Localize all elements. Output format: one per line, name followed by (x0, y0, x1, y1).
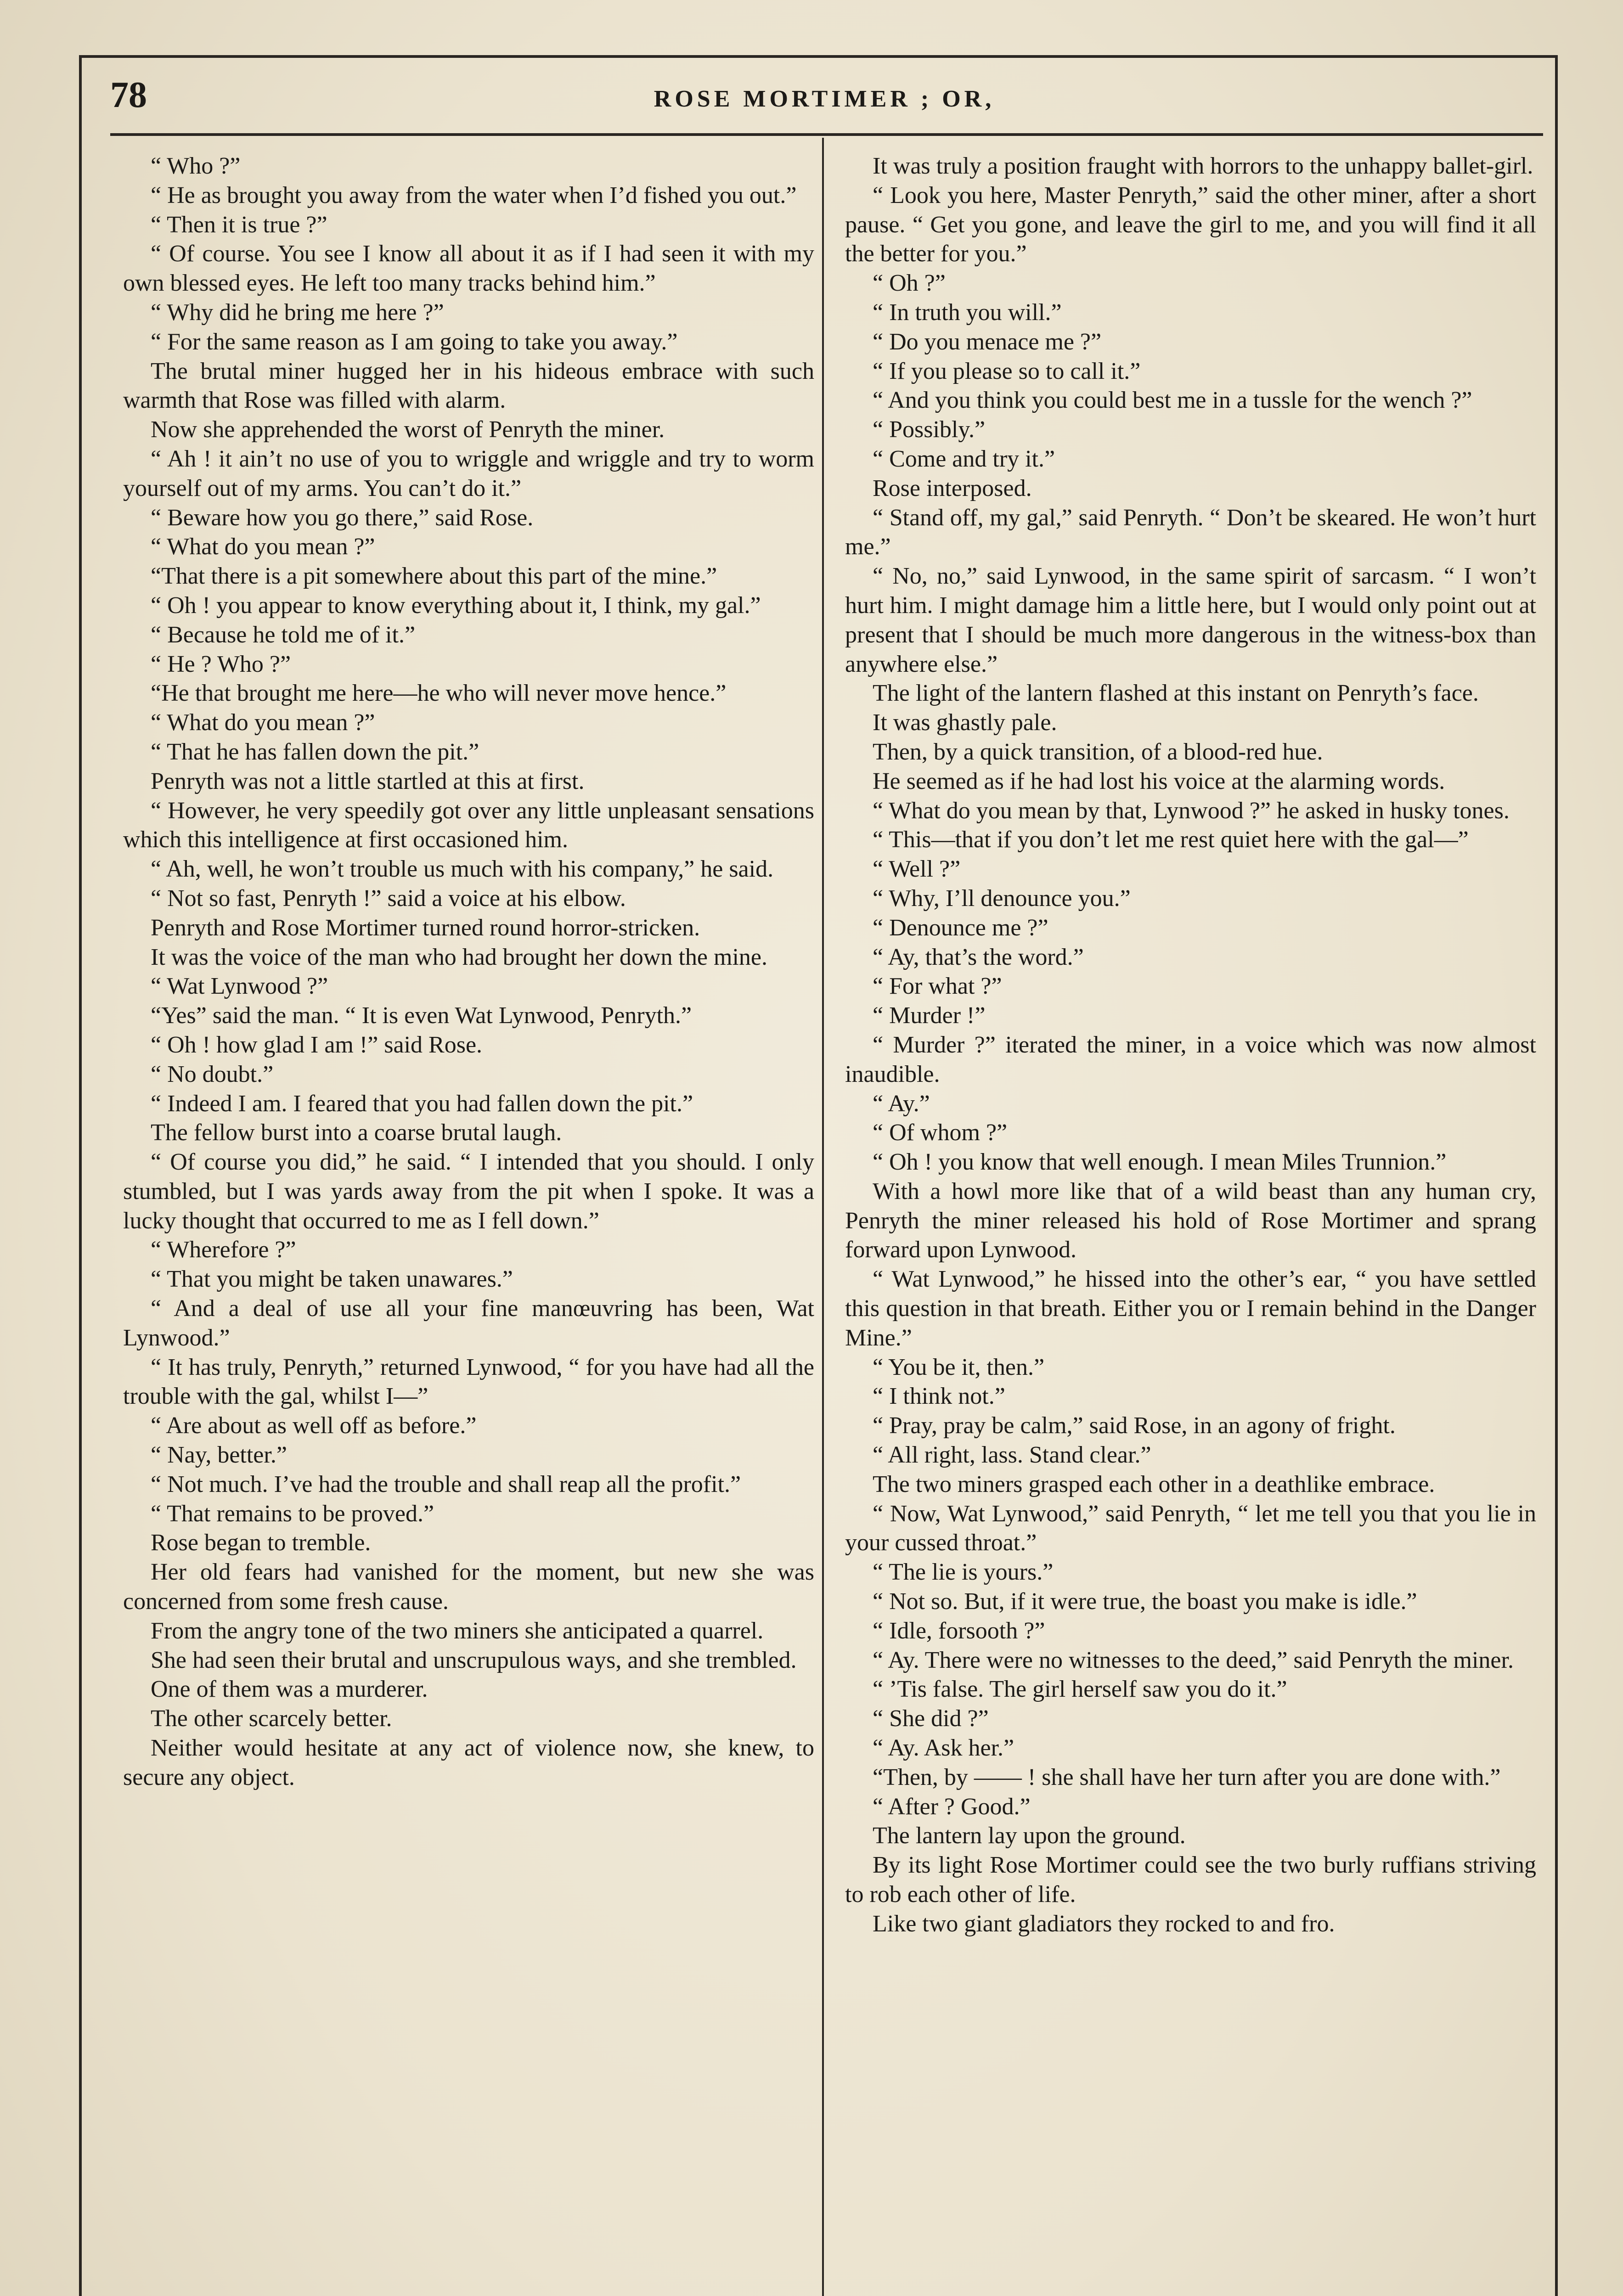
paragraph: “ Not much. I’ve had the trouble and shall reap all the profit.” (151, 1471, 741, 1497)
paragraph: “ After ? Good.” (873, 1793, 1031, 1820)
paragraph: “ Because he told me of it.” (151, 621, 416, 648)
page-header (110, 69, 1538, 129)
paragraph: “ That remains to be proved.” (151, 1500, 434, 1527)
paragraph: The other scarcely better. (151, 1705, 392, 1732)
paragraph: “ Of course. You see I know all about it as if I had seen it with my own blessed eyes. He left too many tracks behind him.” (123, 241, 814, 297)
paragraph: “ Not so fast, Penryth !” said a voice at his elbow. (151, 885, 626, 912)
paragraph: “ No, no,” said Lynwood, in the same spirit of sarcasm. “ I won’t hurt him. I might damage him a little here, but I would only point out at present that I should be much more dangerous in the witness-box than anywhere else.” (845, 563, 1536, 677)
paragraph: “ What do you mean by that, Lynwood ?” he asked in husky tones. (873, 797, 1510, 824)
paragraph: “ In truth you will.” (873, 299, 1062, 326)
paragraph: “ That you might be taken unawares.” (151, 1266, 513, 1293)
column-divider (822, 138, 824, 2296)
paragraph: “Yes” said the man. “ It is even Wat Lynwood, Penryth.” (151, 1002, 692, 1029)
paragraph: “ Possibly.” (873, 416, 986, 443)
paragraph: Neither would hesitate at any act of violence now, she knew, to secure any object. (123, 1735, 814, 1790)
paragraph: Penryth and Rose Mortimer turned round horror-stricken. (151, 914, 700, 941)
paragraph: He seemed as if he had lost his voice at the alarming words. (873, 768, 1445, 794)
paragraph: “ Murder !” (873, 1002, 986, 1029)
paragraph: It was truly a position fraught with horrors to the unhappy ballet-girl. (873, 153, 1533, 179)
paragraph: Now she apprehended the worst of Penryth the miner. (151, 416, 665, 443)
paragraph: “That there is a pit somewhere about this part of the mine.” (151, 563, 717, 590)
paragraph: “ Nay, better.” (151, 1442, 287, 1469)
paragraph: “ I think not.” (873, 1383, 1005, 1410)
paragraph: “ Then it is true ?” (151, 211, 327, 238)
paragraph: “ The lie is yours.” (873, 1559, 1054, 1586)
paragraph: “ Pray, pray be calm,” said Rose, in an agony of fright. (873, 1412, 1396, 1439)
paragraph: “ And a deal of use all your fine manœuvring has been, Wat Lynwood.” (123, 1295, 814, 1351)
paragraph: “ ’Tis false. The girl herself saw you do it.” (873, 1676, 1287, 1703)
paragraph: “ Well ?” (873, 856, 961, 883)
paragraph: “ Oh ?” (873, 270, 946, 297)
paragraph: “ Not so. But, if it were true, the boast you make is idle.” (873, 1588, 1417, 1615)
paragraph: “ For the same reason as I am going to take you away.” (151, 328, 678, 355)
paragraph: “ Ah ! it ain’t no use of you to wriggle and wriggle and try to worm yourself out of my arms. You can’t do it.” (123, 445, 814, 501)
paragraph: “ Ay, that’s the word.” (873, 944, 1084, 970)
paragraph: “ Are about as well off as before.” (151, 1412, 477, 1439)
paragraph: From the angry tone of the two miners she anticipated a quarrel. (151, 1617, 764, 1644)
paragraph: Rose interposed. (873, 475, 1032, 501)
paragraph: “ However, he very speedily got over any little unpleasant sensations which this intelligence at first occasioned him. (123, 797, 814, 853)
paragraph: “Then, by —— ! she shall have her turn after you are done with.” (873, 1764, 1501, 1790)
paragraph: The two miners grasped each other in a deathlike embrace. (873, 1471, 1435, 1497)
paragraph: “ Beware how you go there,” said Rose. (151, 504, 534, 531)
paragraph: It was the voice of the man who had brought her down the mine. (151, 944, 767, 970)
paragraph: The light of the lantern flashed at this instant on Penryth’s face. (873, 680, 1479, 707)
paragraph: “ Wherefore ?” (151, 1237, 296, 1263)
paragraph: “ Stand off, my gal,” said Penryth. “ Don’t be skeared. He won’t hurt me.” (845, 504, 1536, 560)
paragraph: “ He as brought you away from the water when I’d fished you out.” (151, 182, 797, 208)
right-column (845, 152, 1536, 2296)
paragraph: Rose began to tremble. (151, 1530, 371, 1556)
paragraph: “ And you think you could best me in a tussle for the wench ?” (873, 387, 1472, 414)
paragraph: “ If you please so to call it.” (873, 358, 1141, 384)
paragraph: One of them was a murderer. (151, 1676, 428, 1703)
paragraph: It was ghastly pale. (873, 709, 1057, 736)
paragraph: “ Oh ! you know that well enough. I mean Miles Trunnion.” (873, 1149, 1447, 1176)
paragraph: “ For what ?” (873, 973, 1002, 1000)
paragraph: “He that brought me here—he who will never move hence.” (151, 680, 727, 707)
paragraph: “ Oh ! you appear to know everything about it, I think, my gal.” (151, 592, 761, 619)
paragraph: She had seen their brutal and unscrupulous ways, and she trembled. (151, 1647, 797, 1673)
paragraph: Her old fears had vanished for the moment, but new she was concerned from some fresh cause. (123, 1559, 814, 1615)
paragraph: “ Of course you did,” he said. “ I intended that you should. I only stumbled, but I was yards away from the pit when I spoke. It was a lucky thought that occurred to me as I fell down.” (123, 1149, 814, 1234)
paragraph: “ What do you mean ?” (151, 709, 375, 736)
paragraph: “ Who ?” (151, 153, 241, 179)
paragraph: “ Look you here, Master Penryth,” said the other miner, after a short pause. “ Get you gone, and leave the girl to me, and you will find it all the better for you.” (845, 182, 1536, 267)
paragraph: “ Denounce me ?” (873, 914, 1048, 941)
paragraph: “ Ay.” (873, 1090, 930, 1117)
paragraph: The brutal miner hugged her in his hideous embrace with such warmth that Rose was filled with alarm. (123, 358, 814, 414)
paragraph: “ Why did he bring me here ?” (151, 299, 444, 326)
header-rule (110, 133, 1543, 136)
left-column (123, 152, 814, 2296)
paragraph: “ Idle, forsooth ?” (873, 1617, 1045, 1644)
paragraph: “ It has truly, Penryth,” returned Lynwood, “ for you have had all the trouble with the gal, whilst I—” (123, 1354, 814, 1410)
paragraph: “ Now, Wat Lynwood,” said Penryth, “ let me tell you that you lie in your cussed throat.” (845, 1500, 1536, 1556)
paragraph: “ Come and try it.” (873, 445, 1055, 472)
paragraph: “ She did ?” (873, 1705, 989, 1732)
paragraph: “ You be it, then.” (873, 1354, 1045, 1380)
paragraph: Penryth was not a little startled at this at first. (151, 768, 585, 794)
paragraph: “ Wat Lynwood,” he hissed into the other’s ear, “ you have settled this question in that breath. Either you or I remain behind in the Danger Mine.” (845, 1266, 1536, 1351)
paragraph: Like two giant gladiators they rocked to and fro. (873, 1910, 1335, 1937)
paragraph: “ Do you menace me ?” (873, 328, 1102, 355)
paragraph: “ Ah, well, he won’t trouble us much with his company,” he said. (151, 856, 774, 883)
paragraph: “ All right, lass. Stand clear.” (873, 1442, 1151, 1469)
page-number: 78 (110, 75, 147, 115)
paragraph: “ Wat Lynwood ?” (151, 973, 328, 1000)
paragraph: Then, by a quick transition, of a blood-red hue. (873, 738, 1323, 765)
paragraph: “ Ay. There were no witnesses to the deed,” said Penryth the miner. (873, 1647, 1514, 1673)
paragraph: With a howl more like that of a wild beast than any human cry, Penryth the miner released his hold of Rose Mortimer and sprang forward upon Lynwood. (845, 1178, 1536, 1263)
paragraph: “ Murder ?” iterated the miner, in a voice which was now almost inaudible. (845, 1031, 1536, 1087)
paragraph: “ No doubt.” (151, 1061, 274, 1087)
paragraph: “ Oh ! how glad I am !” said Rose. (151, 1031, 483, 1058)
paragraph: “ Ay. Ask her.” (873, 1735, 1014, 1761)
paragraph: The lantern lay upon the ground. (873, 1823, 1186, 1849)
paragraph: “ Why, I’ll denounce you.” (873, 885, 1131, 912)
running-head: ROSE MORTIMER ; OR, (654, 85, 995, 112)
paragraph: “ Of whom ?” (873, 1120, 1008, 1146)
paragraph: “ He ? Who ?” (151, 651, 291, 677)
paragraph: “ What do you mean ?” (151, 534, 375, 560)
paragraph: “ That he has fallen down the pit.” (151, 738, 479, 765)
paragraph: “ This—that if you don’t let me rest quiet here with the gal—” (873, 827, 1469, 853)
paragraph: The fellow burst into a coarse brutal laugh. (151, 1120, 562, 1146)
paragraph: “ Indeed I am. I feared that you had fallen down the pit.” (151, 1090, 693, 1117)
paragraph: By its light Rose Mortimer could see the two burly ruffians striving to rob each other of life. (845, 1852, 1536, 1908)
